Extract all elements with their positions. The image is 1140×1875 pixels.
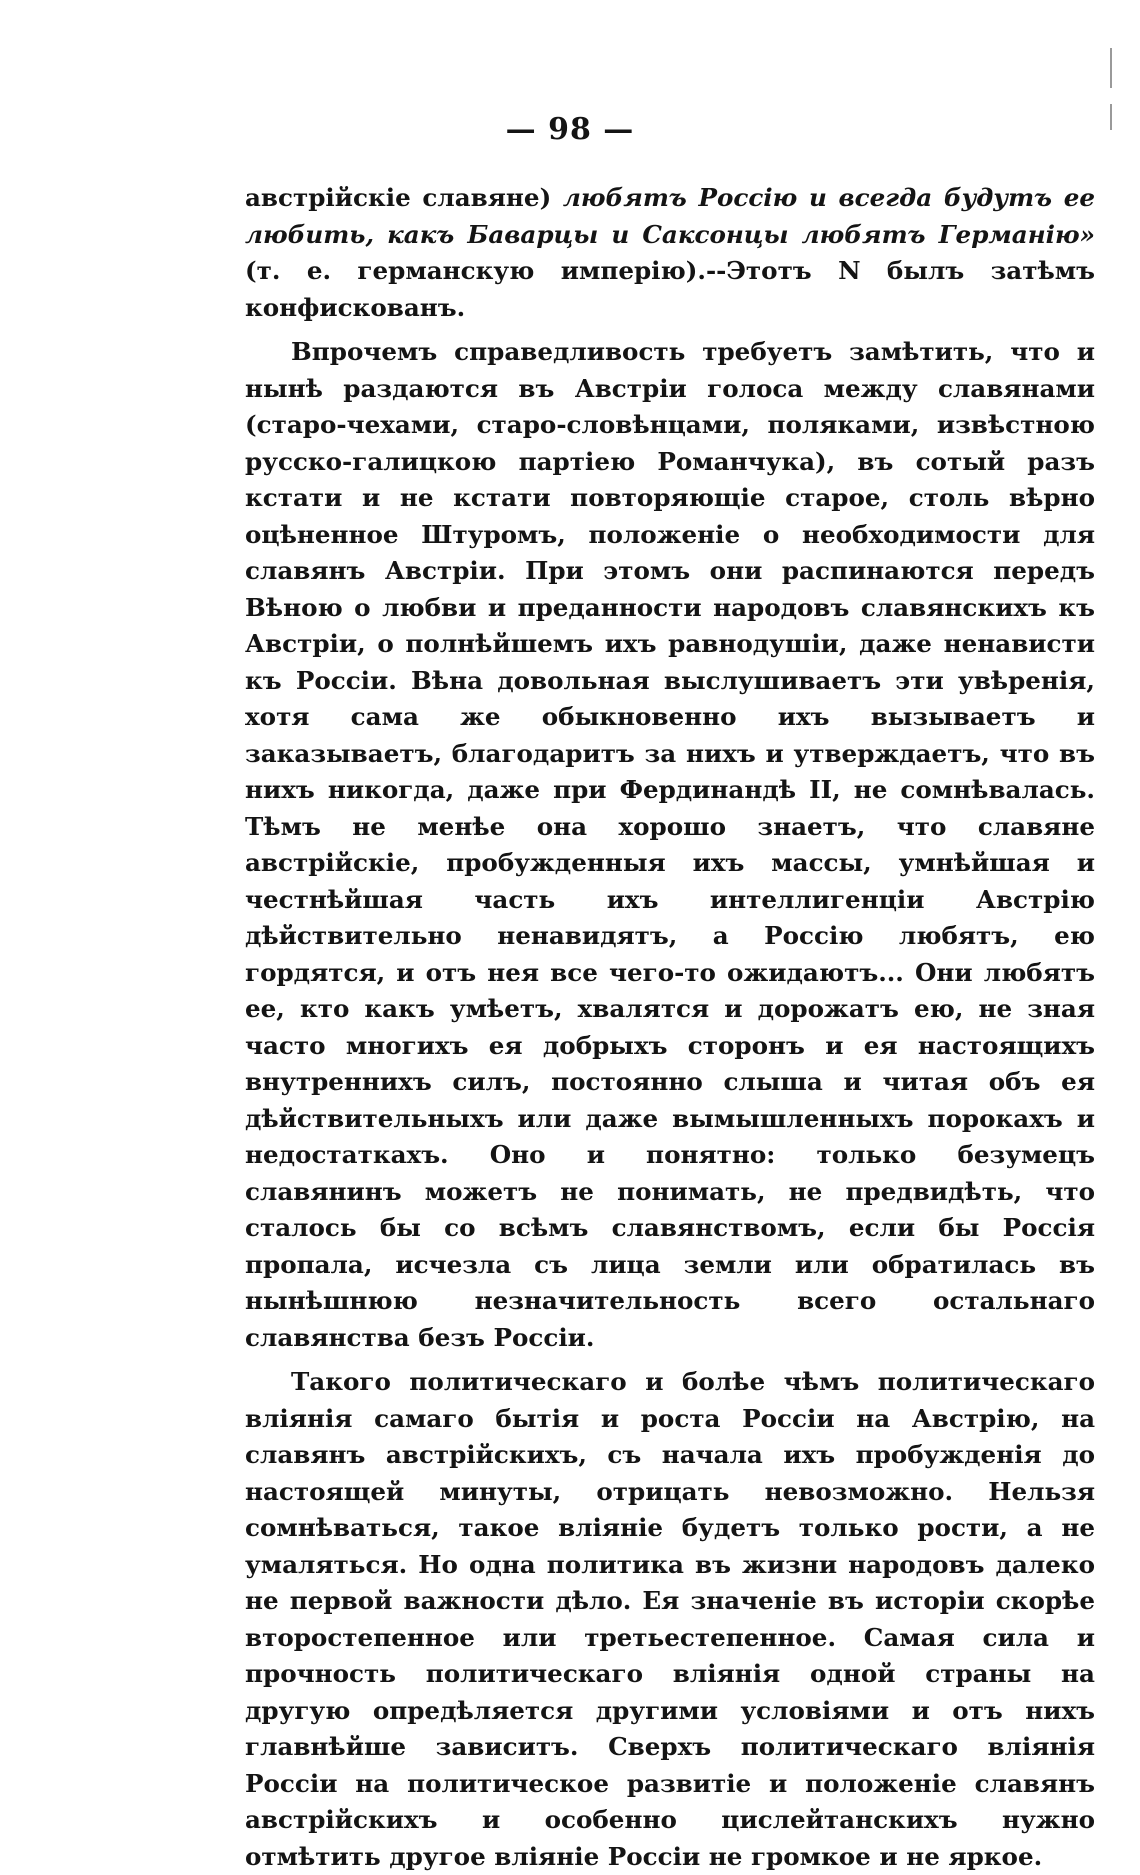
paragraph-3 — [245, 1364, 1095, 1875]
page-number: — 98 — — [505, 112, 635, 147]
italic-quote: любятъ Россію и всегда будутъ ее любить, какъ Баварцы и Саксонцы любятъ Германію» — [245, 183, 1095, 249]
body-text — [245, 180, 1095, 1875]
paragraph-2 — [245, 334, 1095, 1356]
scan-edge-mark — [1110, 48, 1112, 88]
paragraph-1 — [245, 180, 1095, 326]
text-run: Такого политическаго и болѣе чѣмъ политическаго вліянія самаго бытія и роста Россіи на Австрію, на славянъ австрійскихъ, съ начала ихъ пробужденія до настоящей минуты, отрицать невозможно. Нельзя сомнѣваться, такое вліяніе будетъ только рости, а не умаляться. Но одна политика въ жизни народовъ далеко не первой важности дѣло. Ея значеніе въ исторіи скорѣе второстепенное или третьестепенное. Самая сила и прочность политическаго вліянія одной страны на другую опредѣляется другими условіями и отъ нихъ главнѣйше зависитъ. Сверхъ политическаго вліянія Россіи на политическое развитіе и положеніе славянъ австрійскихъ и особенно цислейтанскихъ нужно отмѣтить другое вліяніе Россіи не громкое и не яркое. — [245, 1367, 1095, 1871]
text-run: австрійскіе славяне) — [245, 183, 563, 212]
text-run: Впрочемъ справедливость требуетъ замѣтить, что и нынѣ раздаются въ Австріи голоса между славянами (старо-чехами, старо-словѣнцами, поляками, извѣстною русско-галицкою партіею Романчука), въ сотый разъ кстати и не кстати повторяющіе старое, столь вѣрно оцѣненное Штуромъ, положеніе о необходимости для славянъ Австріи. При этомъ они распинаются передъ Вѣною о любви и преданности народовъ славянскихъ къ Австріи, о полнѣйшемъ ихъ равнодушіи, даже ненависти къ Россіи. Вѣна довольная выслушиваетъ эти увѣренія, хотя сама же обыкновенно ихъ вызываетъ и заказываетъ, благодаритъ за нихъ и утверждаетъ, что въ нихъ никогда, даже при Фердинандѣ II, не сомнѣвалась. Тѣмъ не менѣе она хорошо знаетъ, что славяне австрійскіе, пробужденныя ихъ массы, умнѣйшая и честнѣйшая часть ихъ интеллигенціи Австрію дѣйствительно ненавидятъ, а Россію любятъ, ею гордятся, и отъ нея все чего-то ожидаютъ... Они любятъ ее, кто какъ умѣетъ, хвалятся и дорожатъ ею, не зная часто многихъ ея добрыхъ сторонъ и ея настоящихъ внутреннихъ силъ, постоянно слыша и читая объ ея дѣйствительныхъ или даже вымышленныхъ порокахъ и недостаткахъ. Оно и понятно: только безумецъ славянинъ можетъ не понимать, не предвидѣть, что сталось бы со всѣмъ славянствомъ, если бы Россія пропала, исчезла съ лица земли или обратилась въ нынѣшнюю незначительность всего остальнаго славянства безъ Россіи. — [245, 337, 1095, 1352]
text-run: (т. е. германскую имперію).--Этотъ N былъ затѣмъ конфискованъ. — [245, 256, 1095, 322]
